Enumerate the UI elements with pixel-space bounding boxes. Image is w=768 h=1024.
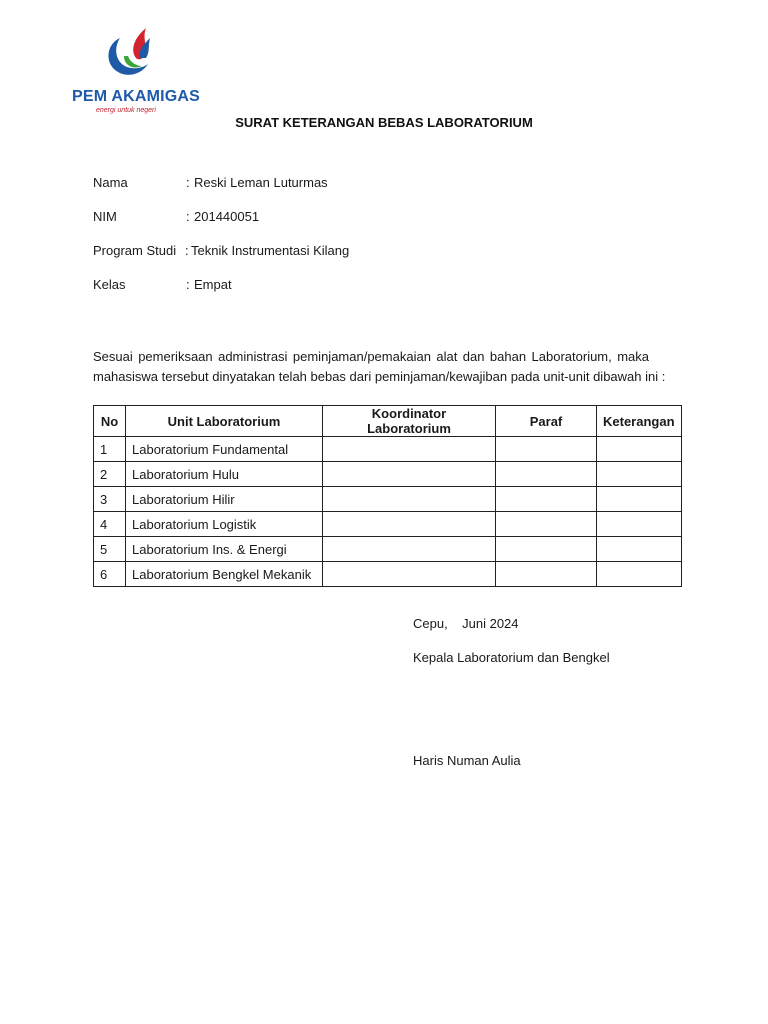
cell-unit: Laboratorium Logistik [126,512,323,537]
cell-keterangan [597,462,682,487]
cell-no: 6 [94,562,126,587]
cell-keterangan [597,487,682,512]
logo-tagline: energi untuk negeri [96,107,156,114]
field-colon: : [185,243,189,258]
header-unit: Unit Laboratorium [126,406,323,437]
field-value: Empat [194,277,232,292]
cell-paraf [496,462,597,487]
table-row [94,462,682,487]
cell-no: 1 [94,437,126,462]
cell-no: 4 [94,512,126,537]
signatory-name: Haris Numan Aulia [413,753,521,768]
field-colon: : [186,277,190,292]
header-paraf: Paraf [496,406,597,437]
field-colon: : [186,175,190,190]
statement-paragraph-line2: mahasiswa tersebut dinyatakan telah bebas dari peminjaman/kewajiban pada unit-unit dibawah ini : [93,369,666,384]
table-header-row [94,406,682,437]
field-label: Nama [93,175,128,190]
header-koordinator: Koordinator Laboratorium [323,406,496,437]
cell-paraf [496,562,597,587]
cell-unit: Laboratorium Bengkel Mekanik [126,562,323,587]
cell-paraf [496,437,597,462]
cell-unit: Laboratorium Hulu [126,462,323,487]
document-title: SURAT KETERANGAN BEBAS LABORATORIUM [235,115,533,130]
cell-paraf [496,487,597,512]
table-row [94,537,682,562]
field-colon: : [186,209,190,224]
cell-keterangan [597,537,682,562]
field-value: Reski Leman Luturmas [194,175,328,190]
cell-koordinator [323,512,496,537]
laboratory-table [93,405,682,587]
cell-paraf [496,512,597,537]
cell-keterangan [597,562,682,587]
cell-koordinator [323,462,496,487]
cell-no: 5 [94,537,126,562]
table-row [94,562,682,587]
cell-koordinator [323,487,496,512]
table-row [94,437,682,462]
cell-unit: Laboratorium Ins. & Energi [126,537,323,562]
statement-paragraph-line1: Sesuai pemeriksaan administrasi peminjaman/pemakaian alat dan bahan Laboratorium, maka [93,349,649,364]
table-row [94,512,682,537]
cell-no: 3 [94,487,126,512]
header-no: No [94,406,126,437]
cell-unit: Laboratorium Hilir [126,487,323,512]
signatory-position: Kepala Laboratorium dan Bengkel [413,650,610,665]
cell-keterangan [597,437,682,462]
cell-koordinator [323,562,496,587]
cell-no: 2 [94,462,126,487]
header-keterangan: Keterangan [597,406,682,437]
logo-name: PEM AKAMIGAS [72,88,201,105]
logo-flame-icon [100,26,158,84]
cell-paraf [496,537,597,562]
field-value: Teknik Instrumentasi Kilang [191,243,350,258]
cell-koordinator [323,437,496,462]
place-date: Cepu, Juni 2024 [413,616,519,631]
field-value: 201440051 [194,209,260,224]
institution-logo [70,26,201,118]
cell-koordinator [323,537,496,562]
field-label: NIM [93,209,117,224]
table-row [94,487,682,512]
field-label: Kelas [93,277,126,292]
cell-keterangan [597,512,682,537]
cell-unit: Laboratorium Fundamental [126,437,323,462]
field-label: Program Studi [93,243,177,258]
